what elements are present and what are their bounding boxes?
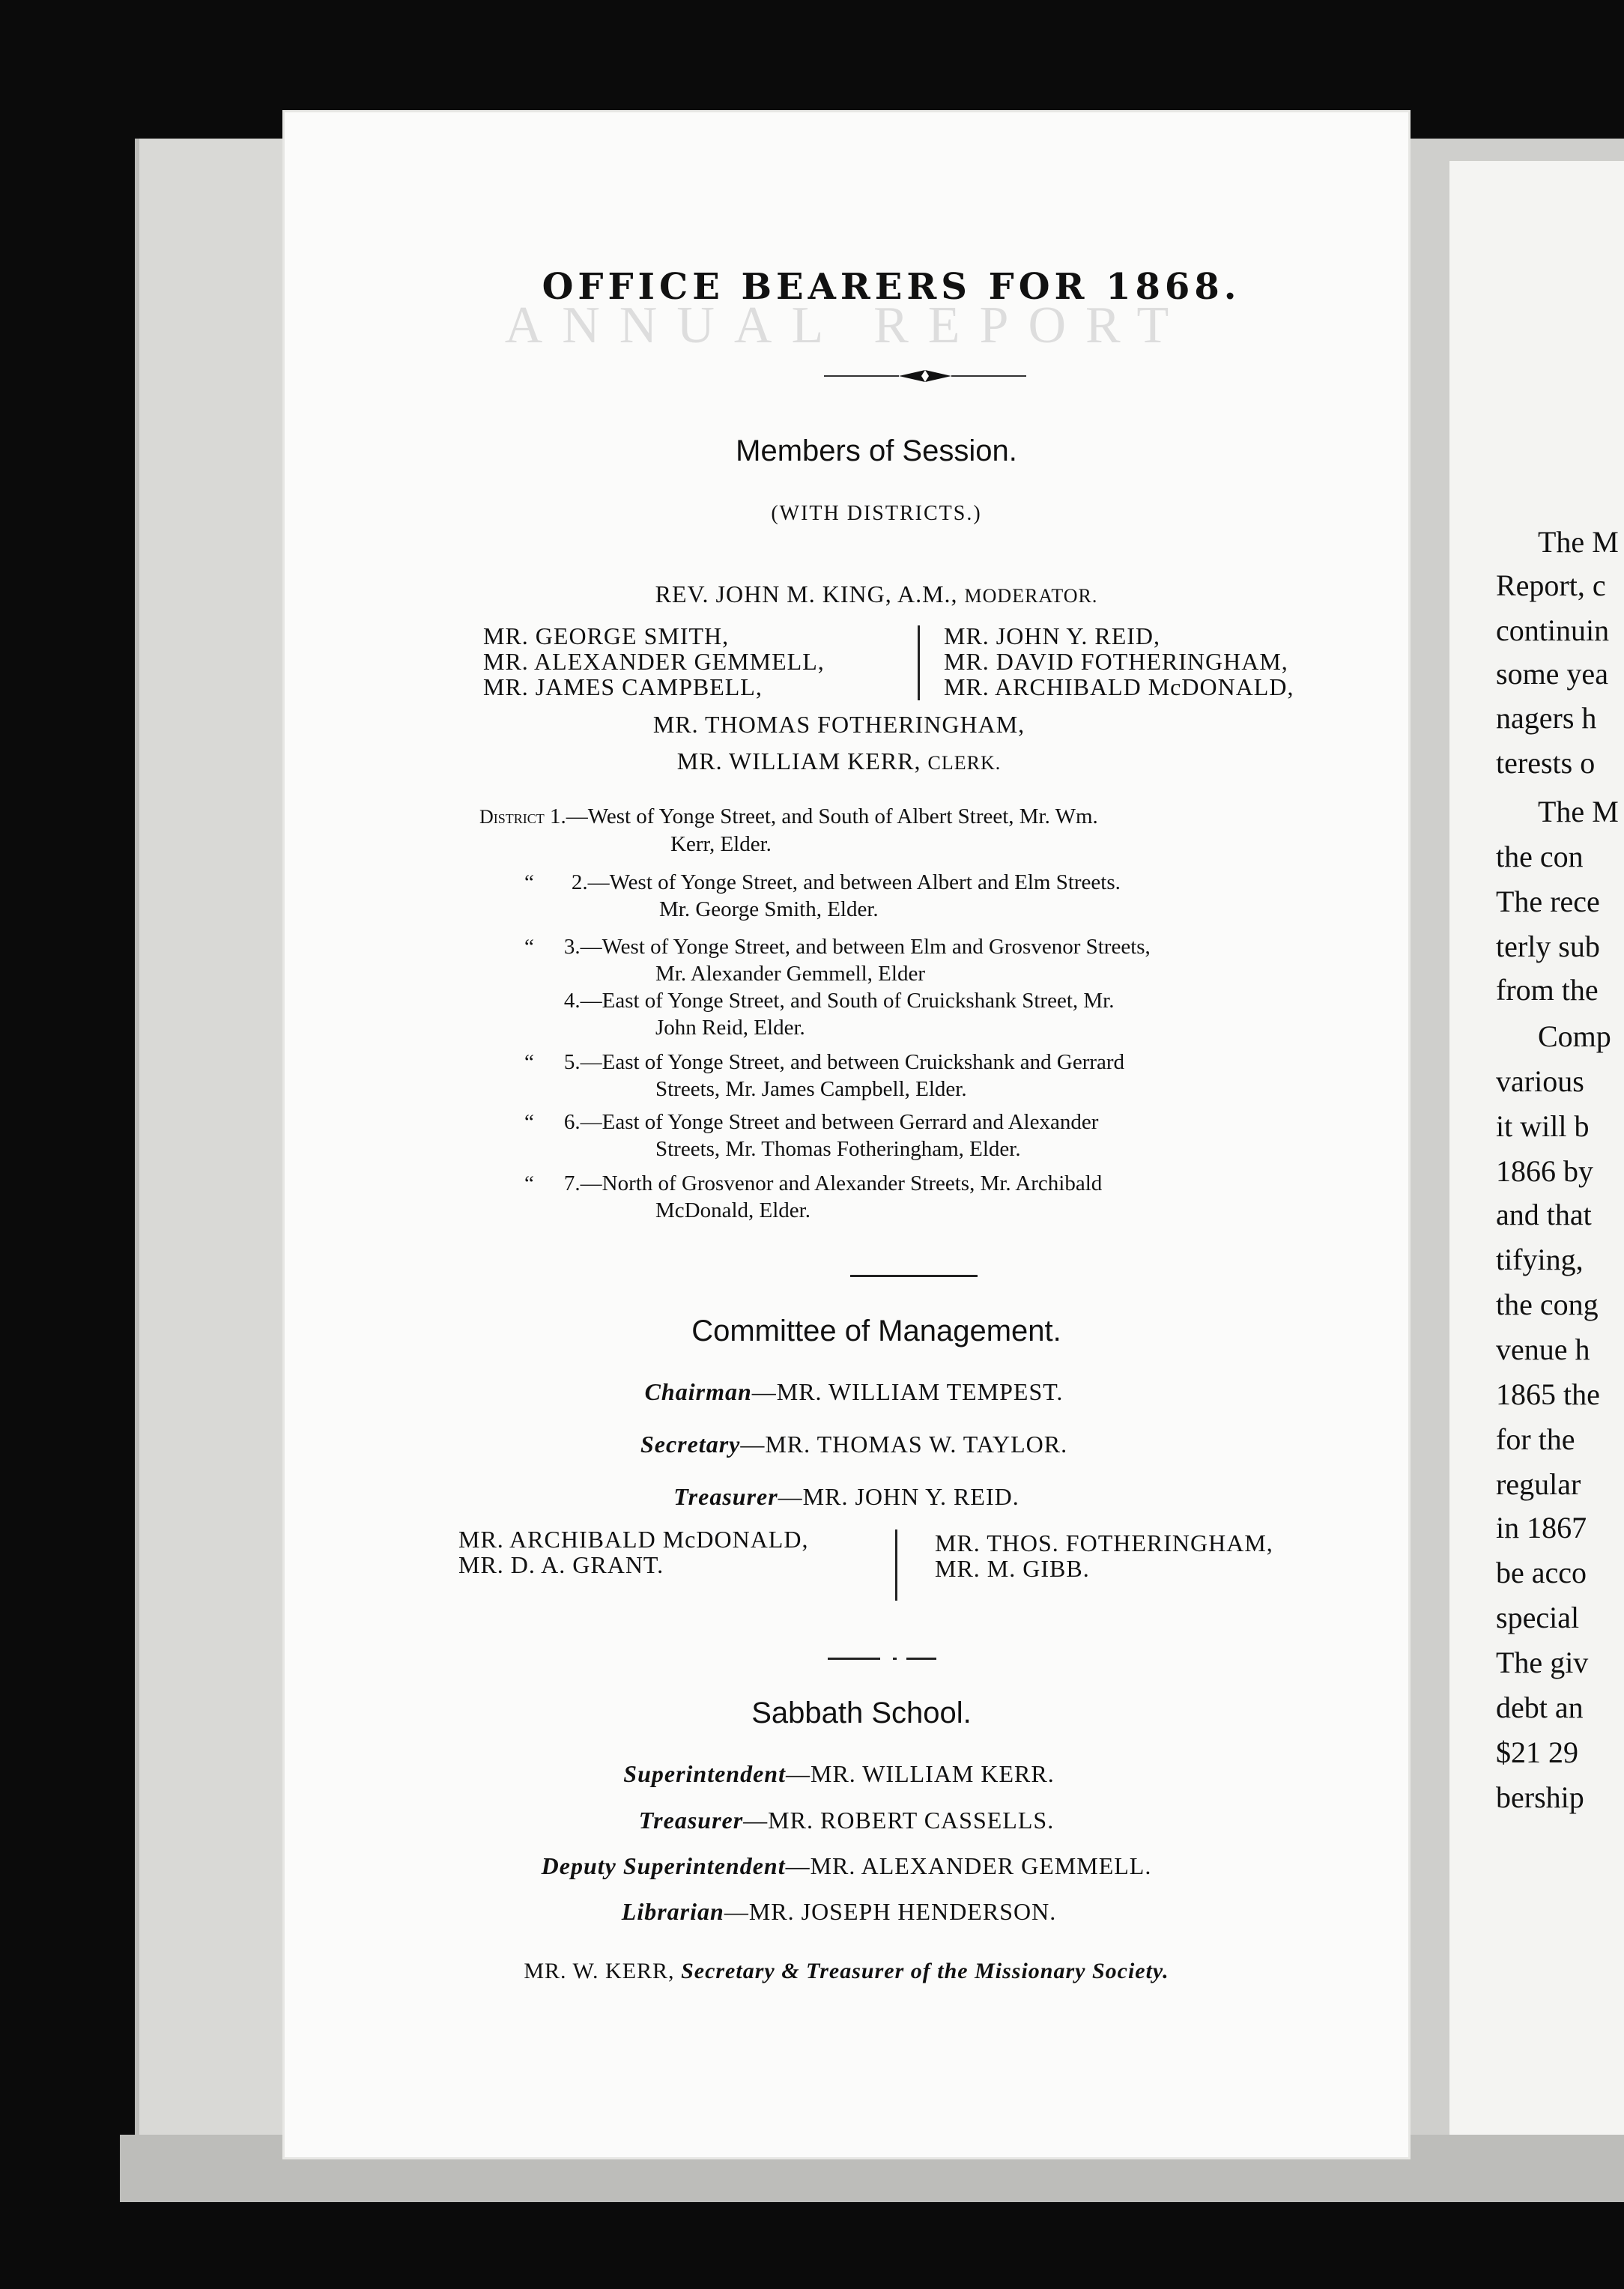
bleed-through-text: ANNUAL REPORT — [504, 297, 1189, 354]
officer-name: —MR. ALEXANDER GEMMELL. — [785, 1852, 1152, 1879]
sabbath-officer — [277, 1760, 1401, 1788]
right-page-line: The giv — [1496, 1646, 1589, 1679]
district-entry — [524, 1170, 1102, 1224]
column-divider — [918, 625, 920, 700]
district-text: Kerr, Elder. — [670, 832, 772, 856]
session-heading: Members of Session. — [736, 434, 1017, 467]
member-name: MR. THOS. FOTHERINGHAM, — [935, 1529, 1273, 1556]
right-page-line: the cong — [1496, 1288, 1599, 1321]
officer-role: Chairman — [644, 1378, 752, 1405]
missionary-society-line — [285, 1959, 1408, 1984]
right-page-line: various — [1496, 1064, 1584, 1098]
district-text: Mr. George Smith, Elder. — [659, 897, 879, 921]
officer-role: Secretary — [640, 1431, 741, 1458]
district-number: 3. — [563, 935, 581, 959]
committee-officer — [285, 1483, 1408, 1511]
sabbath-officer — [277, 1898, 1401, 1926]
moderator-role: MODERATOR. — [964, 585, 1098, 607]
session-members-left — [483, 623, 825, 700]
member-name: MR. JAMES CAMPBELL, — [483, 673, 763, 700]
member-center: MR. THOMAS FOTHERINGHAM, — [652, 711, 1025, 738]
district-text: Streets, Mr. Thomas Fotheringham, Elder. — [655, 1137, 1021, 1161]
right-page-line: special — [1496, 1601, 1580, 1634]
right-page-line: terests o — [1496, 746, 1596, 780]
district-text: —East of Yonge Street, and South of Cruickshank Street, Mr. — [580, 989, 1115, 1013]
clerk-role: CLERK. — [927, 752, 1002, 774]
committee-officer — [292, 1378, 1416, 1406]
member-name: MR. ARCHIBALD McDONALD, — [458, 1526, 809, 1553]
right-page-line: continuin — [1496, 613, 1610, 647]
member-name: MR. DAVID FOTHERINGHAM, — [944, 648, 1288, 675]
right-page-line: and that — [1496, 1198, 1592, 1231]
right-page-line: bership — [1496, 1780, 1584, 1814]
district-number: 1. — [550, 804, 566, 828]
officer-name: —MR. WILLIAM TEMPEST. — [751, 1378, 1064, 1405]
committee-members-left — [458, 1526, 808, 1577]
right-page-line: 1866 by — [1496, 1154, 1593, 1188]
district-entry — [524, 869, 1121, 923]
right-page-line: The M — [1538, 795, 1619, 828]
member-name: MR. ARCHIBALD McDONALD, — [944, 673, 1294, 700]
district-entry — [524, 1109, 1098, 1162]
district-number: 5. — [563, 1050, 581, 1074]
ornament-divider — [824, 367, 1026, 385]
committee-members-right — [935, 1530, 1273, 1581]
clerk-name: MR. WILLIAM KERR, — [676, 748, 928, 774]
district-entry — [524, 987, 1114, 1041]
footer-name: MR. W. KERR, — [524, 1959, 682, 1983]
right-page-line: be acco — [1496, 1556, 1587, 1589]
officer-role: Librarian — [621, 1898, 724, 1925]
right-page-line: Comp — [1538, 1019, 1611, 1053]
right-page-line: nagers h — [1496, 701, 1597, 735]
moderator-line — [315, 580, 1438, 608]
district-number: 2. — [571, 870, 588, 894]
right-page-line: The M — [1538, 525, 1619, 559]
right-page — [1449, 161, 1624, 2183]
session-subheading: (WITH DISTRICTS.) — [771, 502, 982, 525]
district-entry — [479, 803, 1098, 858]
right-page-line: terly sub — [1496, 930, 1600, 963]
committee-officer — [292, 1431, 1416, 1458]
sabbath-officer — [285, 1807, 1408, 1834]
ditto-mark: “ — [524, 1110, 534, 1134]
district-number: 6. — [563, 1110, 581, 1134]
right-page-line: regular — [1496, 1467, 1581, 1501]
right-page-line: it will b — [1496, 1109, 1590, 1143]
district-text: Mr. Alexander Gemmell, Elder — [655, 962, 925, 986]
officer-name: —MR. ROBERT CASSELLS. — [743, 1807, 1055, 1834]
column-divider — [895, 1529, 897, 1601]
sabbath-heading: Sabbath School. — [751, 1697, 972, 1729]
section-divider — [893, 1658, 897, 1660]
district-text: —East of Yonge Street, and between Cruickshank and Gerrard — [580, 1050, 1125, 1074]
officer-name: —MR. THOMAS W. TAYLOR. — [740, 1431, 1068, 1458]
ditto-mark: “ — [524, 870, 534, 894]
district-text: —North of Grosvenor and Alexander Streets, Mr. Archibald — [580, 1171, 1103, 1195]
district-number: 7. — [563, 1171, 581, 1195]
officer-name: —MR. WILLIAM KERR. — [785, 1760, 1055, 1787]
footer-role: Secretary & Treasurer of the Missionary Society. — [681, 1959, 1169, 1983]
right-page-line: debt an — [1496, 1691, 1584, 1724]
right-page-line: in 1867 — [1496, 1511, 1587, 1544]
member-name: MR. D. A. GRANT. — [458, 1551, 664, 1578]
right-page-line: $21 29 — [1496, 1735, 1578, 1769]
section-divider — [850, 1275, 978, 1277]
officer-role: Treasurer — [673, 1483, 778, 1510]
officer-name: —MR. JOHN Y. REID. — [778, 1483, 1019, 1510]
committee-heading: Committee of Management. — [691, 1315, 1061, 1347]
page-title: OFFICE BEARERS FOR 1868. — [542, 266, 1241, 308]
right-page-line: Report, c — [1496, 569, 1606, 602]
right-page-line: venue h — [1496, 1333, 1590, 1366]
ditto-mark: “ — [524, 1171, 534, 1195]
main-page — [285, 112, 1408, 2157]
officer-role: Deputy Superintendent — [541, 1852, 786, 1879]
session-members-right — [944, 623, 1294, 700]
ditto-mark: “ — [524, 935, 534, 959]
district-number: 4. — [563, 989, 581, 1013]
ditto-mark: “ — [524, 1050, 534, 1074]
right-page-line: for the — [1496, 1422, 1575, 1456]
right-page-line: some yea — [1496, 657, 1608, 691]
right-page-line: 1865 the — [1496, 1377, 1600, 1411]
district-text: Streets, Mr. James Campbell, Elder. — [655, 1077, 967, 1101]
member-name: MR. ALEXANDER GEMMELL, — [483, 648, 825, 675]
district-entry — [524, 933, 1151, 987]
district-label: District — [479, 806, 545, 828]
district-text: —West of Yonge Street, and South of Albert Street, Mr. Wm. — [566, 804, 1098, 828]
right-page-line: the con — [1496, 840, 1584, 873]
right-page-line: The rece — [1496, 885, 1600, 918]
officer-name: —MR. JOSEPH HENDERSON. — [724, 1898, 1057, 1925]
right-page-line: from the — [1496, 973, 1599, 1007]
officer-role: Superintendent — [623, 1760, 786, 1787]
section-divider — [906, 1658, 936, 1660]
district-entry — [524, 1049, 1124, 1103]
clerk-line — [277, 748, 1401, 775]
member-name: MR. JOHN Y. REID, — [944, 622, 1161, 649]
district-text: —West of Yonge Street, and between Elm and Grosvenor Streets, — [580, 935, 1151, 959]
district-text: —West of Yonge Street, and between Albert and Elm Streets. — [587, 870, 1121, 894]
sabbath-officer — [285, 1852, 1408, 1880]
moderator-name: REV. JOHN M. KING, A.M., — [655, 580, 965, 607]
district-text: —East of Yonge Street and between Gerrard and Alexander — [580, 1110, 1099, 1134]
officer-role: Treasurer — [638, 1807, 744, 1834]
section-divider — [828, 1658, 880, 1660]
district-text: John Reid, Elder. — [655, 1016, 805, 1040]
member-name: MR. M. GIBB. — [935, 1555, 1090, 1582]
district-text: McDonald, Elder. — [655, 1198, 811, 1222]
right-page-line: tifying, — [1496, 1243, 1584, 1276]
member-name: MR. GEORGE SMITH, — [483, 622, 730, 649]
